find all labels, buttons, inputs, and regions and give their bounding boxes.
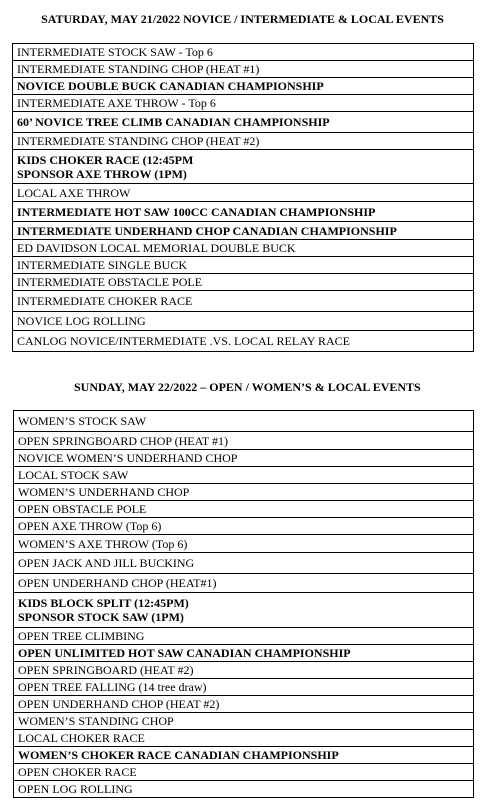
event-label: OPEN UNDERHAND CHOP (HEAT#1) — [18, 576, 217, 590]
event-label: OPEN TREE FALLING (14 tree draw) — [18, 680, 207, 694]
event-label: OPEN UNDERHAND CHOP (HEAT #2) — [18, 697, 220, 711]
event-cell — [14, 432, 474, 450]
event-label: OPEN OBSTACLE POLE — [18, 502, 147, 516]
event-row — [14, 747, 474, 764]
sunday-heading: SUNDAY, MAY 22/2022 – OPEN / WOMEN’S & LOCAL EVENTS — [74, 380, 421, 394]
event-cell — [14, 662, 474, 679]
event-row — [14, 713, 474, 730]
event-label: SPONSOR STOCK SAW (1PM) — [18, 610, 184, 624]
event-label: INTERMEDIATE HOT SAW 100CC CANADIAN CHAMPIONSHIP — [17, 204, 376, 219]
event-cell — [14, 501, 474, 518]
event-label: 60’ NOVICE TREE CLIMB CANADIAN CHAMPIONSHIP — [17, 115, 330, 129]
event-label: WOMEN’S STANDING CHOP — [18, 714, 174, 728]
event-label: OPEN SPRINGBOARD (HEAT #2) — [18, 663, 194, 677]
event-label: WOMEN’S UNDERHAND CHOP — [18, 485, 190, 499]
event-label: WOMEN’S CHOKER RACE CANADIAN CHAMPIONSHIP — [18, 748, 339, 762]
event-row — [13, 150, 474, 184]
event-row — [13, 184, 474, 202]
sunday-events-table — [13, 410, 474, 798]
event-label: INTERMEDIATE STANDING CHOP (HEAT #1) — [17, 62, 260, 76]
event-row — [14, 628, 474, 645]
event-label: KIDS BLOCK SPLIT (12:45PM) — [18, 596, 189, 610]
event-row — [14, 484, 474, 501]
event-label: INTERMEDIATE OBSTACLE POLE — [17, 275, 203, 289]
event-row — [14, 432, 474, 450]
event-cell — [13, 44, 474, 61]
event-cell — [13, 78, 474, 95]
event-cell — [14, 645, 474, 662]
event-row — [13, 291, 474, 312]
event-label: LOCAL AXE THROW — [17, 185, 131, 200]
event-row — [14, 730, 474, 747]
event-row — [14, 467, 474, 484]
event-cell — [14, 781, 474, 798]
event-cell — [13, 312, 474, 331]
event-cell — [13, 112, 474, 133]
event-row — [13, 331, 474, 352]
event-cell — [14, 450, 474, 467]
event-cell — [14, 593, 474, 628]
event-row — [14, 662, 474, 679]
event-row — [14, 574, 474, 593]
event-row — [14, 696, 474, 713]
event-label: OPEN LOG ROLLING — [18, 782, 133, 796]
saturday-heading: SATURDAY, MAY 21/2022 NOVICE / INTERMEDIATE & LOCAL EVENTS — [41, 12, 444, 26]
event-cell — [13, 61, 474, 78]
event-cell — [14, 764, 474, 781]
event-label: OPEN UNLIMITED HOT SAW CANADIAN CHAMPIONSHIP — [18, 646, 351, 660]
event-cell — [14, 679, 474, 696]
event-cell — [14, 713, 474, 730]
event-cell — [14, 467, 474, 484]
event-label: WOMEN’S AXE THROW (Top 6) — [18, 536, 188, 551]
event-cell — [14, 484, 474, 501]
event-cell — [14, 747, 474, 764]
event-row — [13, 133, 474, 150]
event-label: OPEN AXE THROW (Top 6) — [18, 519, 162, 533]
event-cell — [13, 150, 474, 184]
event-label: OPEN JACK AND JILL BUCKING — [18, 556, 195, 570]
saturday-events-table — [12, 43, 474, 352]
event-cell — [14, 628, 474, 645]
event-row — [14, 645, 474, 662]
event-label: INTERMEDIATE STOCK SAW - Top 6 — [17, 45, 213, 59]
event-row — [14, 679, 474, 696]
event-cell — [13, 291, 474, 312]
event-row — [13, 78, 474, 95]
event-row — [13, 257, 474, 274]
event-cell — [14, 574, 474, 593]
event-row — [14, 553, 474, 574]
event-label: LOCAL CHOKER RACE — [18, 731, 145, 745]
event-cell — [13, 202, 474, 222]
event-cell — [13, 257, 474, 274]
event-cell — [14, 411, 474, 432]
event-cell — [13, 133, 474, 150]
event-label: INTERMEDIATE CHOKER RACE — [17, 294, 193, 308]
event-label: LOCAL STOCK SAW — [18, 468, 129, 482]
event-row — [14, 450, 474, 467]
event-row — [14, 593, 474, 628]
event-label: INTERMEDIATE STANDING CHOP (HEAT #2) — [17, 134, 260, 148]
event-cell — [13, 222, 474, 240]
event-row — [13, 312, 474, 331]
event-label: WOMEN’S STOCK SAW — [18, 414, 147, 428]
event-row — [13, 95, 474, 112]
event-label: INTERMEDIATE AXE THROW - Top 6 — [17, 96, 216, 110]
event-label: NOVICE WOMEN’S UNDERHAND CHOP — [18, 451, 238, 465]
event-row — [13, 112, 474, 133]
event-cell — [13, 240, 474, 257]
event-label: OPEN TREE CLIMBING — [18, 629, 145, 643]
event-cell — [14, 518, 474, 535]
event-cell — [14, 696, 474, 713]
event-cell — [14, 535, 474, 553]
event-row — [14, 764, 474, 781]
event-row — [13, 61, 474, 78]
event-row — [13, 240, 474, 257]
event-row — [14, 411, 474, 432]
event-row — [13, 202, 474, 222]
event-label: OPEN SPRINGBOARD CHOP (HEAT #1) — [18, 433, 229, 448]
event-label: CANLOG NOVICE/INTERMEDIATE .VS. LOCAL RELAY RACE — [17, 334, 350, 348]
event-row — [14, 781, 474, 798]
event-label: NOVICE LOG ROLLING — [17, 314, 146, 328]
event-label: NOVICE DOUBLE BUCK CANADIAN CHAMPIONSHIP — [17, 79, 324, 93]
event-cell — [13, 184, 474, 202]
event-cell — [13, 331, 474, 352]
event-label: SPONSOR AXE THROW (1PM) — [17, 166, 187, 181]
event-cell — [13, 95, 474, 112]
event-label: INTERMEDIATE UNDERHAND CHOP CANADIAN CHAMPIONSHIP — [17, 223, 397, 238]
event-row — [13, 274, 474, 291]
event-label: INTERMEDIATE SINGLE BUCK — [17, 258, 187, 272]
event-cell — [13, 274, 474, 291]
event-label: OPEN CHOKER RACE — [18, 765, 137, 779]
event-label: ED DAVIDSON LOCAL MEMORIAL DOUBLE BUCK — [17, 241, 296, 255]
event-cell — [14, 553, 474, 574]
event-row — [14, 501, 474, 518]
event-row — [14, 518, 474, 535]
event-row — [13, 44, 474, 61]
event-row — [14, 535, 474, 553]
event-label: KIDS CHOKER RACE (12:45PM — [17, 152, 194, 167]
event-row — [13, 222, 474, 240]
event-cell — [14, 730, 474, 747]
